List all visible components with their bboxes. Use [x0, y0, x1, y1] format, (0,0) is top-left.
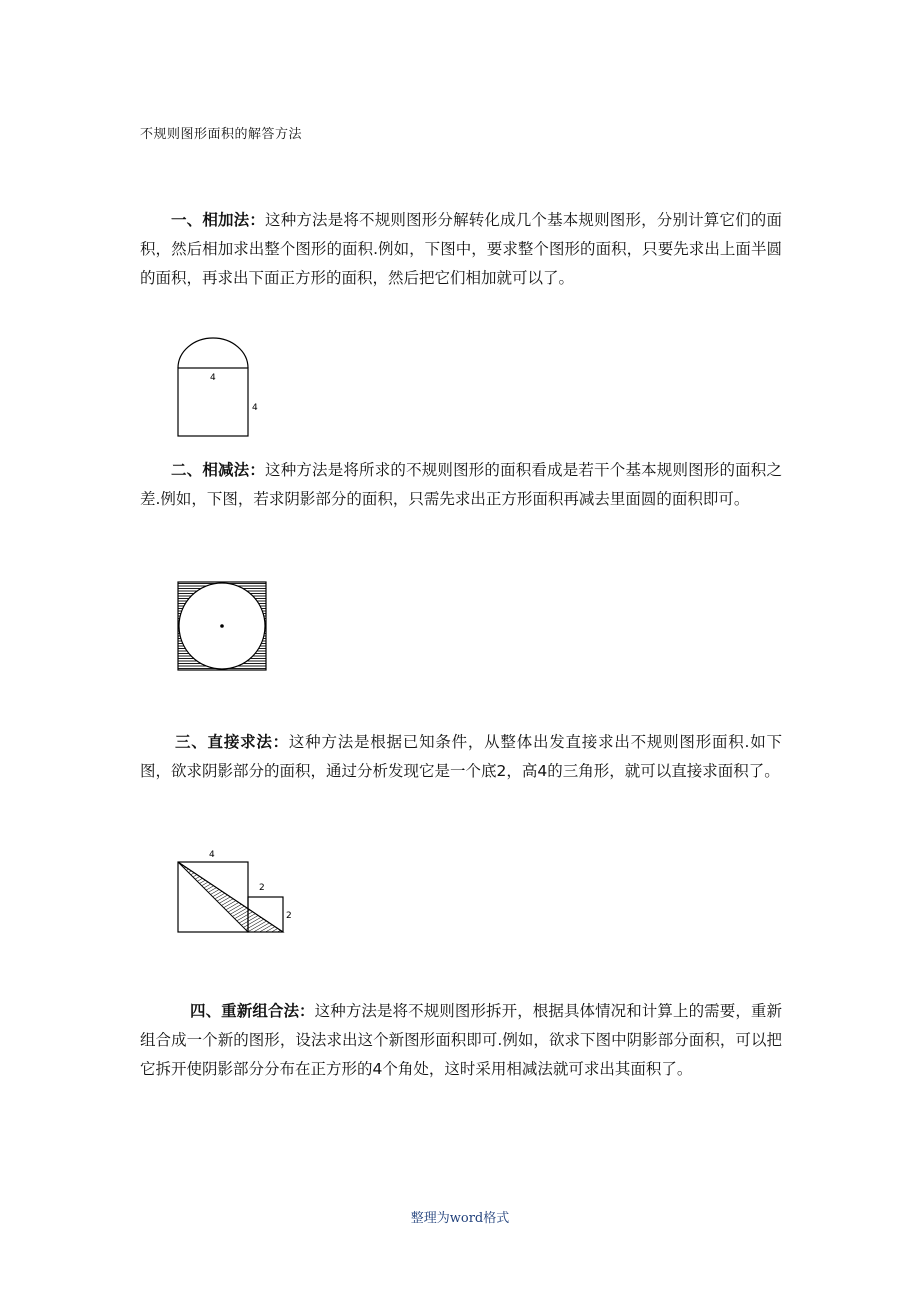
- side-length-label: 4: [252, 403, 258, 413]
- large-square-label: 4: [209, 850, 215, 860]
- semicircle-square-diagram: [170, 332, 270, 442]
- small-square-top-label: 2: [259, 883, 265, 893]
- document-title: 不规则图形面积的解答方法: [140, 127, 303, 142]
- section-heading: 二、相减法：: [171, 461, 266, 479]
- triangle-squares-diagram: [174, 846, 298, 936]
- section-body: 这种方法是将不规则图形分解转化成几个基本规则图形，分别计算它们的面积，然后相加求出整个图形的面积.例如，下图中，要求整个图形的面积，只要先求出上面半圆的面积，再求出下面正方形的面积，然后把它们相加就可以了。: [140, 211, 782, 287]
- figure-square-circle: [176, 580, 268, 672]
- semicircle-arc: [178, 338, 248, 368]
- section-direct: [140, 728, 782, 786]
- section-subtraction: [140, 456, 782, 514]
- figure-triangle-squares: [174, 846, 298, 936]
- section-heading: 一、相加法：: [171, 211, 266, 229]
- section-heading: 三、直接求法：: [175, 733, 289, 751]
- square-circle-diagram: [176, 580, 268, 672]
- top-length-label: 4: [210, 373, 216, 383]
- section-body: 这种方法是根据已知条件，从整体出发直接求出不规则图形面积.如下图，欲求阴影部分的面积，通过分析发现它是一个底2，高4的三角形，就可以直接求面积了。: [140, 733, 782, 780]
- section-heading: 四、重新组合法：: [190, 1002, 315, 1020]
- section-body: 这种方法是将不规则图形拆开，根据具体情况和计算上的需要，重新组合成一个新的图形，设法求出这个新图形面积即可.例如，欲求下图中阴影部分面积，可以把它拆开使阴影部分分布在正方形的4个角处，这时采用相减法就可求出其面积了。: [140, 1002, 782, 1078]
- section-addition: [140, 206, 782, 293]
- small-square-side-label: 2: [286, 911, 292, 921]
- figure-semicircle-square: [170, 332, 270, 442]
- section-recombine: [140, 997, 782, 1084]
- page-footer: 整理为word格式: [410, 1211, 510, 1226]
- circle-center-dot: [220, 624, 224, 628]
- section-body: 这种方法是将所求的不规则图形的面积看成是若干个基本规则图形的面积之差.例如，下图，若求阴影部分的面积，只需先求出正方形面积再减去里面圆的面积即可。: [140, 461, 782, 508]
